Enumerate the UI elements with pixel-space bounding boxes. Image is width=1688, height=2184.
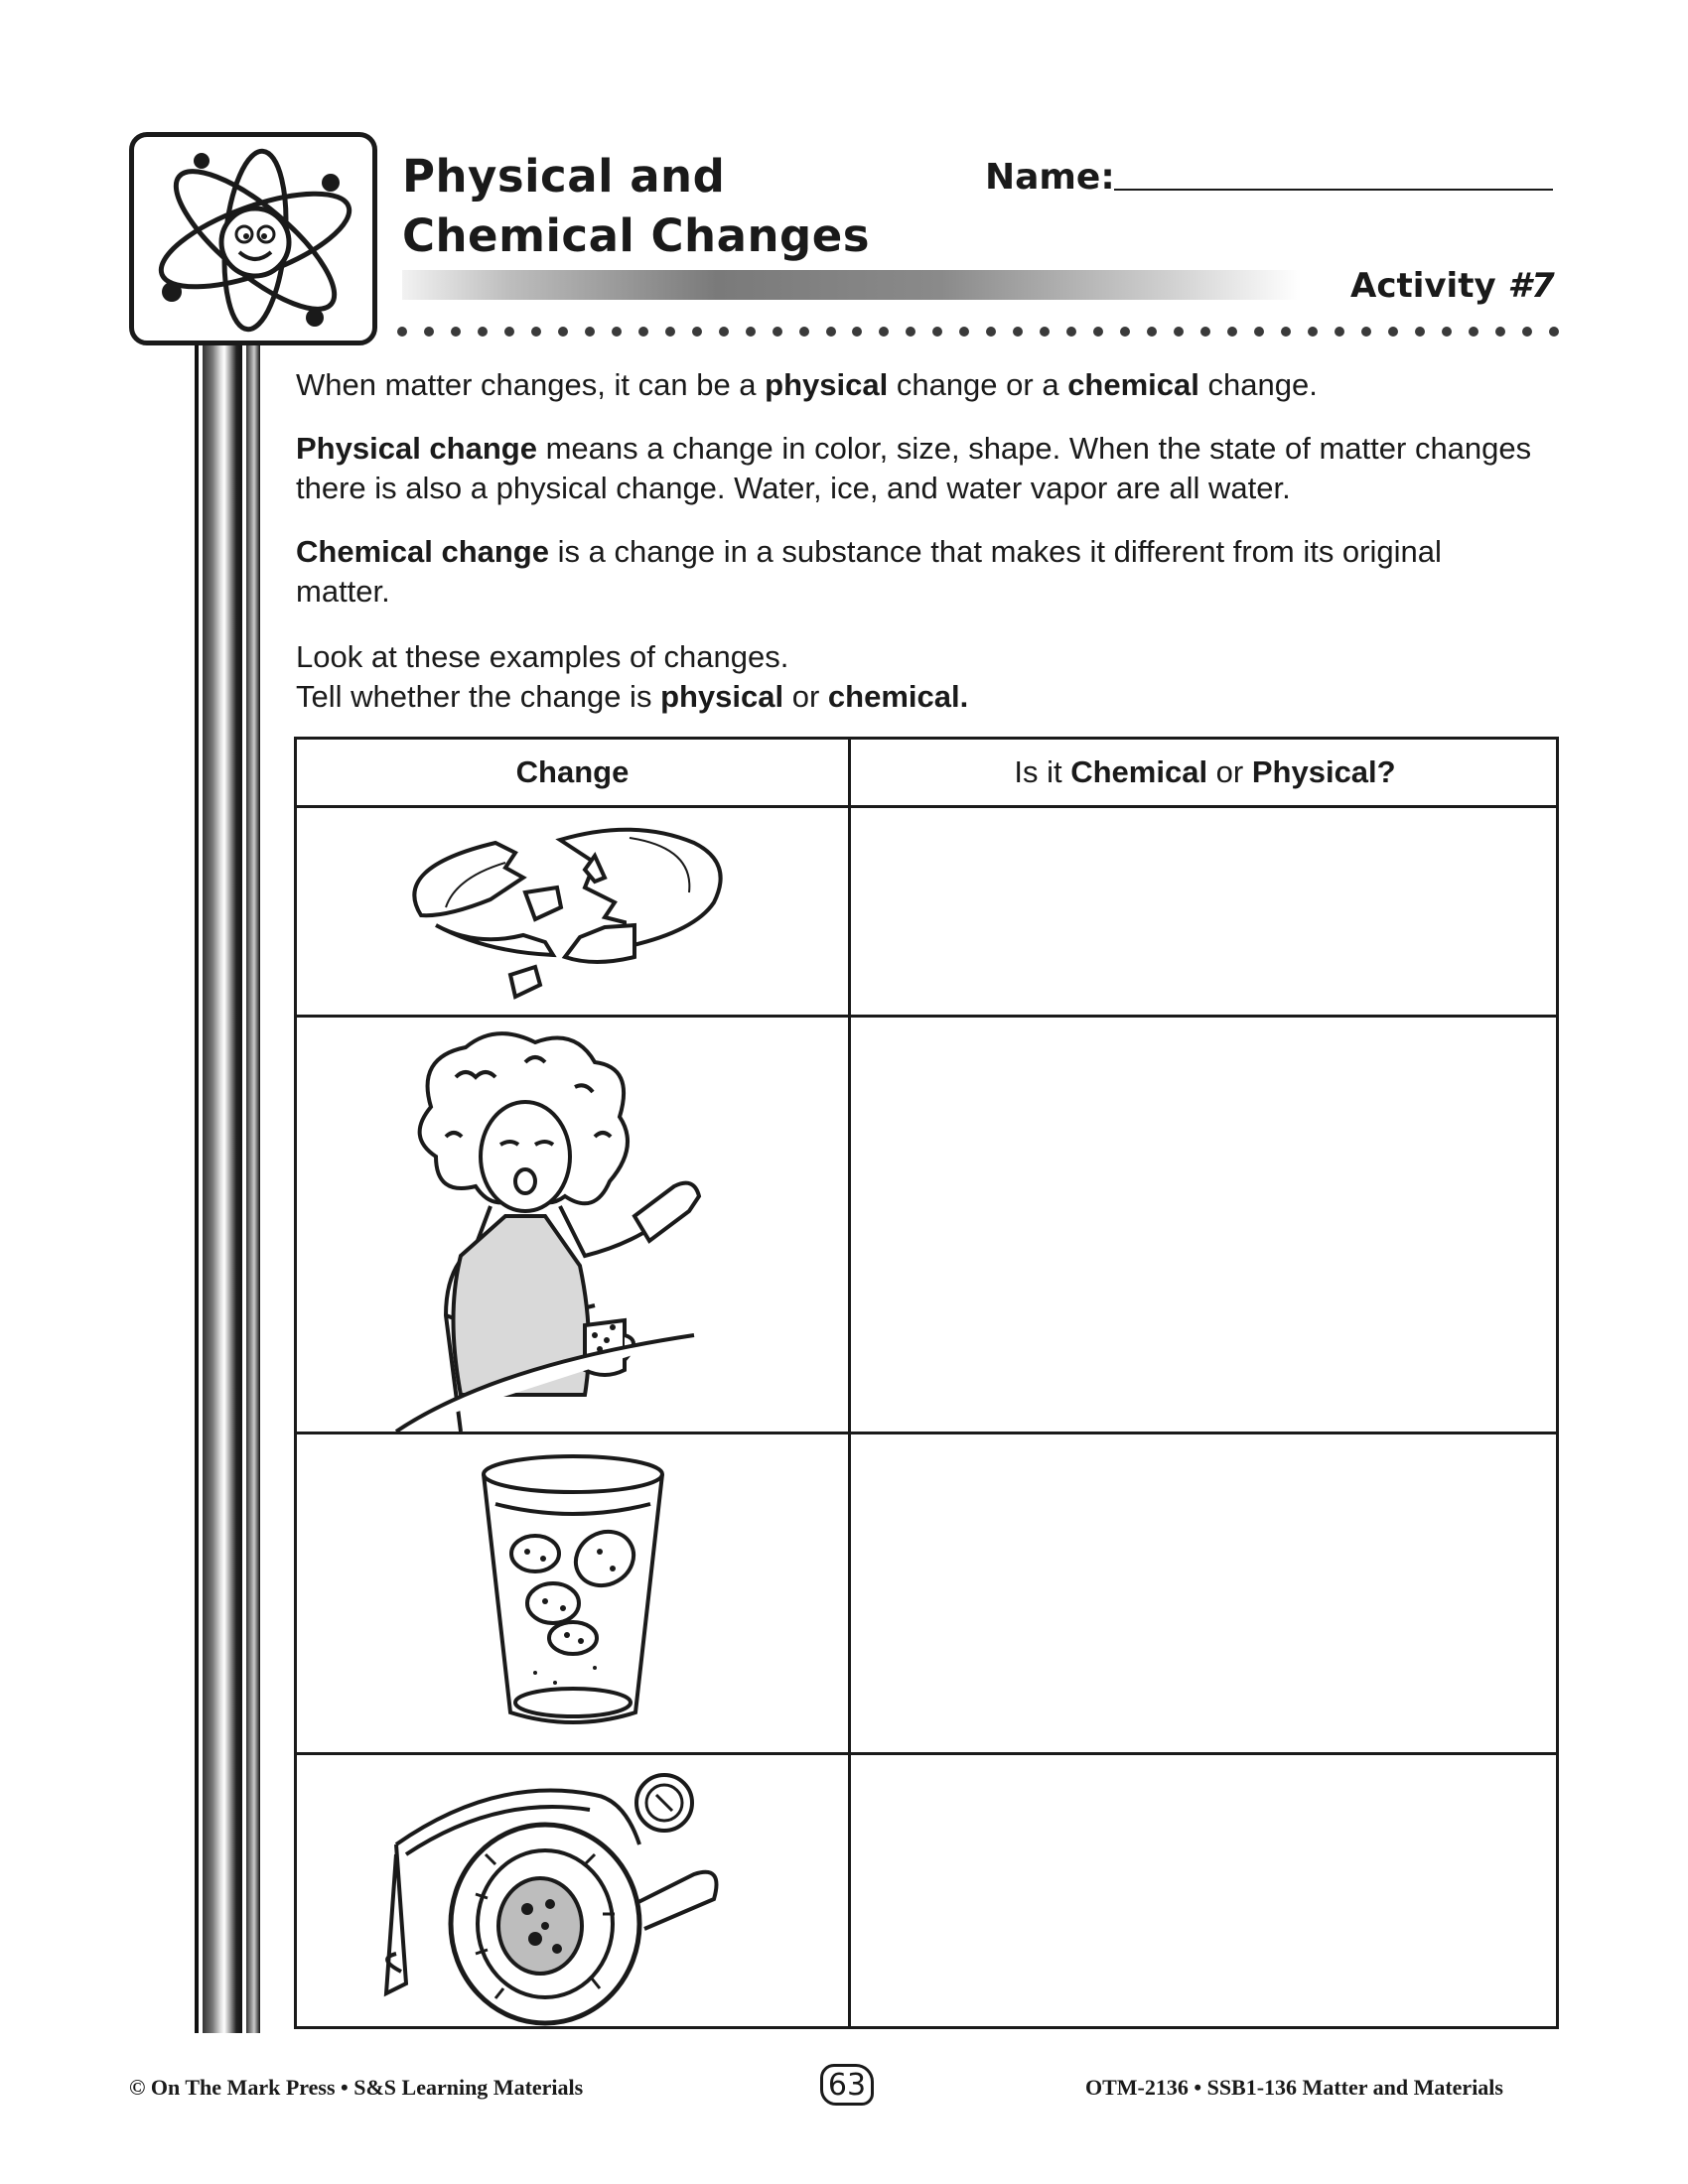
- divider-dot: [504, 327, 514, 337]
- divider-dot: [692, 327, 702, 337]
- answer-cell[interactable]: [851, 1434, 1559, 1752]
- footer-publisher: © On The Mark Press • S&S Learning Materials: [129, 2075, 584, 2100]
- atom-character-icon: [142, 143, 368, 338]
- divider-dot: [959, 327, 969, 337]
- divider-dot: [746, 327, 756, 337]
- divider-dot: [665, 327, 675, 337]
- rusty-car-wheel-icon: [297, 1755, 848, 2029]
- intro-paragraph-3: Chemical change is a change in a substance that makes it different from its original matter.: [296, 534, 1442, 609]
- divider-dot: [1093, 327, 1103, 337]
- divider-dot: [1361, 327, 1371, 337]
- page-title: [402, 147, 870, 266]
- divider-dot: [1254, 327, 1264, 337]
- divider-dot: [397, 327, 407, 337]
- divider-dot: [1040, 327, 1050, 337]
- divider-dot: [1415, 327, 1425, 337]
- name-field-line[interactable]: [1114, 189, 1553, 191]
- divider-dot: [932, 327, 942, 337]
- decorative-side-bar: [195, 345, 260, 2033]
- answer-cell[interactable]: [851, 1755, 1559, 2029]
- divider-dot: [1495, 327, 1505, 337]
- answer-cell[interactable]: [851, 1018, 1559, 1432]
- table-row: [297, 1755, 848, 2029]
- divider-dot: [1227, 327, 1237, 337]
- divider-dot: [1469, 327, 1478, 337]
- activity-number: #7: [1507, 266, 1555, 306]
- divider-dot: [1522, 327, 1532, 337]
- intro-paragraph-1: When matter changes, it can be a physical change or a chemical change.: [296, 367, 1318, 402]
- glass-with-tablets-icon: [297, 1434, 848, 1752]
- divider-dot: [1281, 327, 1291, 337]
- divider-dot: [612, 327, 622, 337]
- divider-dot: [424, 327, 434, 337]
- divider-dot: [1442, 327, 1452, 337]
- activity-word: Activity: [1350, 266, 1496, 306]
- divider-dot: [986, 327, 996, 337]
- divider-dot: [451, 327, 461, 337]
- instructions-paragraph: Look at these examples of changes. Tell whether the change is physical or chemical.: [296, 639, 969, 714]
- title-line-2: Chemical Changes: [402, 209, 871, 262]
- divider-dot: [1335, 327, 1344, 337]
- divider-dot: [638, 327, 648, 337]
- footer-product-code: OTM-2136 • SSB1-136 Matter and Materials: [1085, 2075, 1503, 2100]
- divider-dot: [1549, 327, 1559, 337]
- divider-dot: [478, 327, 488, 337]
- atom-logo-box: [129, 132, 377, 345]
- activity-label: [1350, 266, 1555, 306]
- header-chemical-or-physical: Is it Chemical or Physical?: [1014, 754, 1396, 789]
- divider-dot: [799, 327, 809, 337]
- page-number: 63: [820, 2064, 874, 2106]
- girl-pouring-milk-icon: [297, 1018, 848, 1432]
- divider-dot: [1200, 327, 1210, 337]
- divider-dot: [879, 327, 889, 337]
- divider-dot: [558, 327, 568, 337]
- divider-dot: [1174, 327, 1184, 337]
- divider-dot: [1388, 327, 1398, 337]
- divider-dot: [826, 327, 836, 337]
- answer-cell[interactable]: [851, 808, 1559, 1015]
- divider-dot: [1120, 327, 1130, 337]
- name-label: Name:: [985, 157, 1115, 198]
- divider-dot: [773, 327, 782, 337]
- divider-dot: [1147, 327, 1157, 337]
- divider-dot: [1308, 327, 1318, 337]
- table-row: [297, 808, 848, 1015]
- changes-table: [294, 737, 1559, 2029]
- divider-dot: [1066, 327, 1076, 337]
- divider-dot: [852, 327, 862, 337]
- divider-dot: [1013, 327, 1023, 337]
- divider-dot: [585, 327, 595, 337]
- divider-dot: [906, 327, 915, 337]
- decorative-gradient-bar: [402, 270, 1301, 300]
- divider-dot: [719, 327, 729, 337]
- table-row: [297, 1018, 848, 1432]
- broken-plate-icon: [297, 808, 848, 1015]
- title-line-1: Physical and: [402, 150, 726, 203]
- table-row: [297, 1434, 848, 1752]
- intro-paragraph-2: Physical change means a change in color, size, shape. When the state of matter changes there is also a physical change. Water, ice, and water vapor are all water.: [296, 431, 1532, 505]
- dotted-divider: [397, 324, 1559, 340]
- header-change: Change: [515, 754, 630, 789]
- divider-dot: [531, 327, 541, 337]
